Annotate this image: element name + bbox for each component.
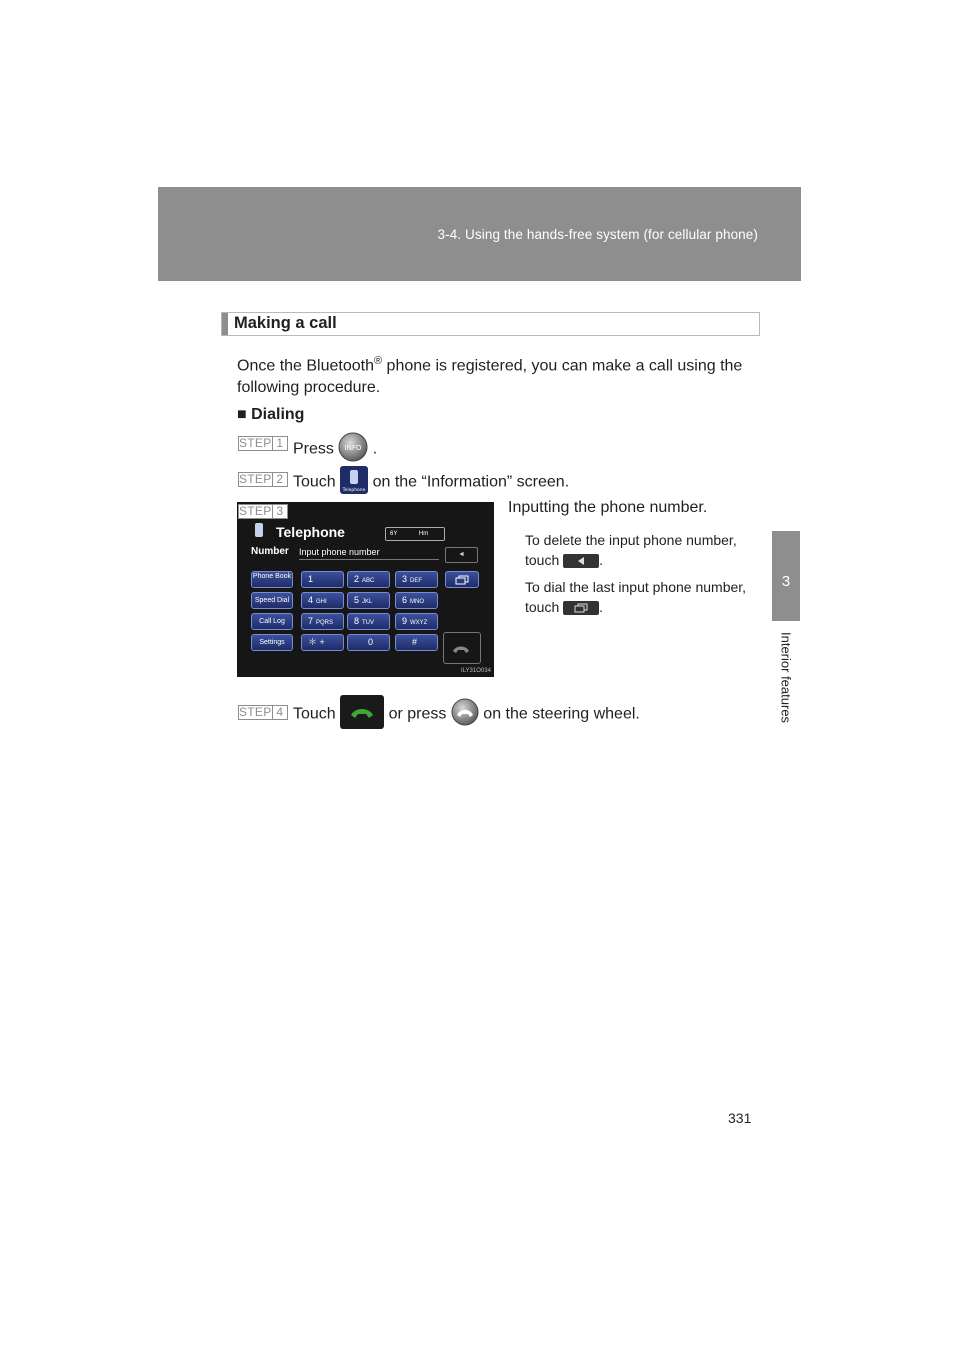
call-log-key[interactable]: Call Log: [251, 613, 293, 630]
key-hash[interactable]: #: [395, 634, 438, 651]
note-dial-last-end: .: [599, 599, 604, 615]
info-label: INFO: [344, 444, 362, 452]
chapter-tab: [772, 531, 800, 621]
note-delete-line1: To delete the input phone number,: [525, 532, 737, 548]
telephone-screen: [237, 502, 494, 677]
section-heading-bar: [221, 312, 760, 336]
key-9[interactable]: 9 WXYZ: [395, 613, 438, 630]
redial-button-icon: [563, 601, 599, 615]
intro-text-1: Once the Bluetooth: [237, 357, 374, 375]
status-indicator: [385, 527, 445, 541]
section-heading: Making a call: [234, 314, 337, 332]
note-delete-line2: [525, 552, 603, 568]
step-1-after: .: [372, 440, 378, 458]
note-dial-last-touch: touch: [525, 599, 564, 615]
phone-book-key[interactable]: Phone Book: [251, 571, 293, 588]
redial-key[interactable]: [445, 571, 479, 588]
chapter-number: 3: [781, 573, 791, 590]
step-number: 2: [272, 473, 287, 486]
redial-icon: [455, 575, 469, 585]
telephone-button-icon: [340, 466, 368, 499]
step-word: STEP: [239, 705, 272, 719]
step-3-badge: [238, 504, 288, 519]
steering-phone-icon: [451, 698, 479, 731]
step-1-badge: [238, 436, 288, 451]
note-delete-end: .: [599, 552, 604, 568]
step-3-text: Inputting the phone number.: [508, 499, 708, 516]
key-5[interactable]: 5 JKL: [347, 592, 390, 609]
step-word: STEP: [239, 472, 272, 486]
step-4-text: [293, 695, 640, 734]
call-button-icon: [340, 695, 384, 734]
step-4-badge: [238, 705, 288, 720]
page-number: 331: [728, 1110, 752, 1126]
note-dial-last-line1: To dial the last input phone number,: [525, 579, 747, 595]
speed-dial-key[interactable]: Speed Dial: [251, 592, 293, 609]
step-2-before: Touch: [293, 473, 341, 491]
step-word: STEP: [239, 436, 272, 450]
key-star-plus[interactable]: ＊ +: [301, 634, 344, 651]
step-4-before: Touch: [293, 705, 341, 723]
step-2-badge: [238, 472, 288, 487]
backspace-icon: [563, 554, 599, 568]
dialing-subheading: ■ Dialing: [237, 406, 305, 423]
chapter-label-text: Interior features: [778, 632, 794, 724]
chapter-header: [158, 187, 801, 281]
key-3[interactable]: 3 DEF: [395, 571, 438, 588]
key-1[interactable]: 1: [301, 571, 344, 588]
key-7[interactable]: 7 PQRS: [301, 613, 344, 630]
registered-mark: ®: [373, 355, 383, 367]
step-word: STEP: [239, 504, 272, 518]
heading-accent: [222, 313, 228, 335]
intro-text-2: phone is registered, you can make a call using the following procedure.: [237, 357, 743, 397]
intro-paragraph: [237, 350, 762, 399]
step-4-middle: or press: [388, 705, 451, 723]
note-delete-touch: touch: [525, 552, 564, 568]
key-8[interactable]: 8 TUV: [347, 613, 390, 630]
key-4[interactable]: 4 GHI: [301, 592, 344, 609]
section-title: 3-4. Using the hands-free system (for cellular phone): [437, 227, 758, 242]
note-dial-last-line2: [525, 599, 603, 615]
step-number: 3: [272, 505, 287, 518]
step-2-text: [293, 466, 569, 499]
image-code: ILY31O034: [461, 668, 491, 674]
key-0[interactable]: 0: [347, 634, 390, 651]
phone-icon: [255, 523, 263, 537]
telephone-label: Telephone: [342, 488, 366, 493]
number-label: Number: [251, 546, 289, 557]
backspace-key[interactable]: ◄: [445, 547, 478, 563]
input-underline: [299, 559, 439, 560]
status-right: Hm: [418, 531, 429, 537]
step-number: 1: [272, 437, 287, 450]
status-left: 6Y: [390, 531, 398, 537]
step-2-after: on the “Information” screen.: [372, 473, 570, 491]
handset-icon: [444, 633, 478, 661]
step-1-text: [293, 432, 377, 467]
step-1-before: Press: [293, 440, 339, 458]
chapter-label: [772, 632, 800, 742]
info-button-icon: [338, 432, 368, 467]
key-6[interactable]: 6 MNO: [395, 592, 438, 609]
call-key[interactable]: [443, 632, 481, 664]
step-4-after: on the steering wheel.: [483, 705, 640, 723]
input-placeholder: Input phone number: [299, 547, 380, 557]
settings-key[interactable]: Settings: [251, 634, 293, 651]
key-2[interactable]: 2 ABC: [347, 571, 390, 588]
step-number: 4: [272, 706, 287, 719]
screen-title: Telephone: [276, 524, 345, 540]
